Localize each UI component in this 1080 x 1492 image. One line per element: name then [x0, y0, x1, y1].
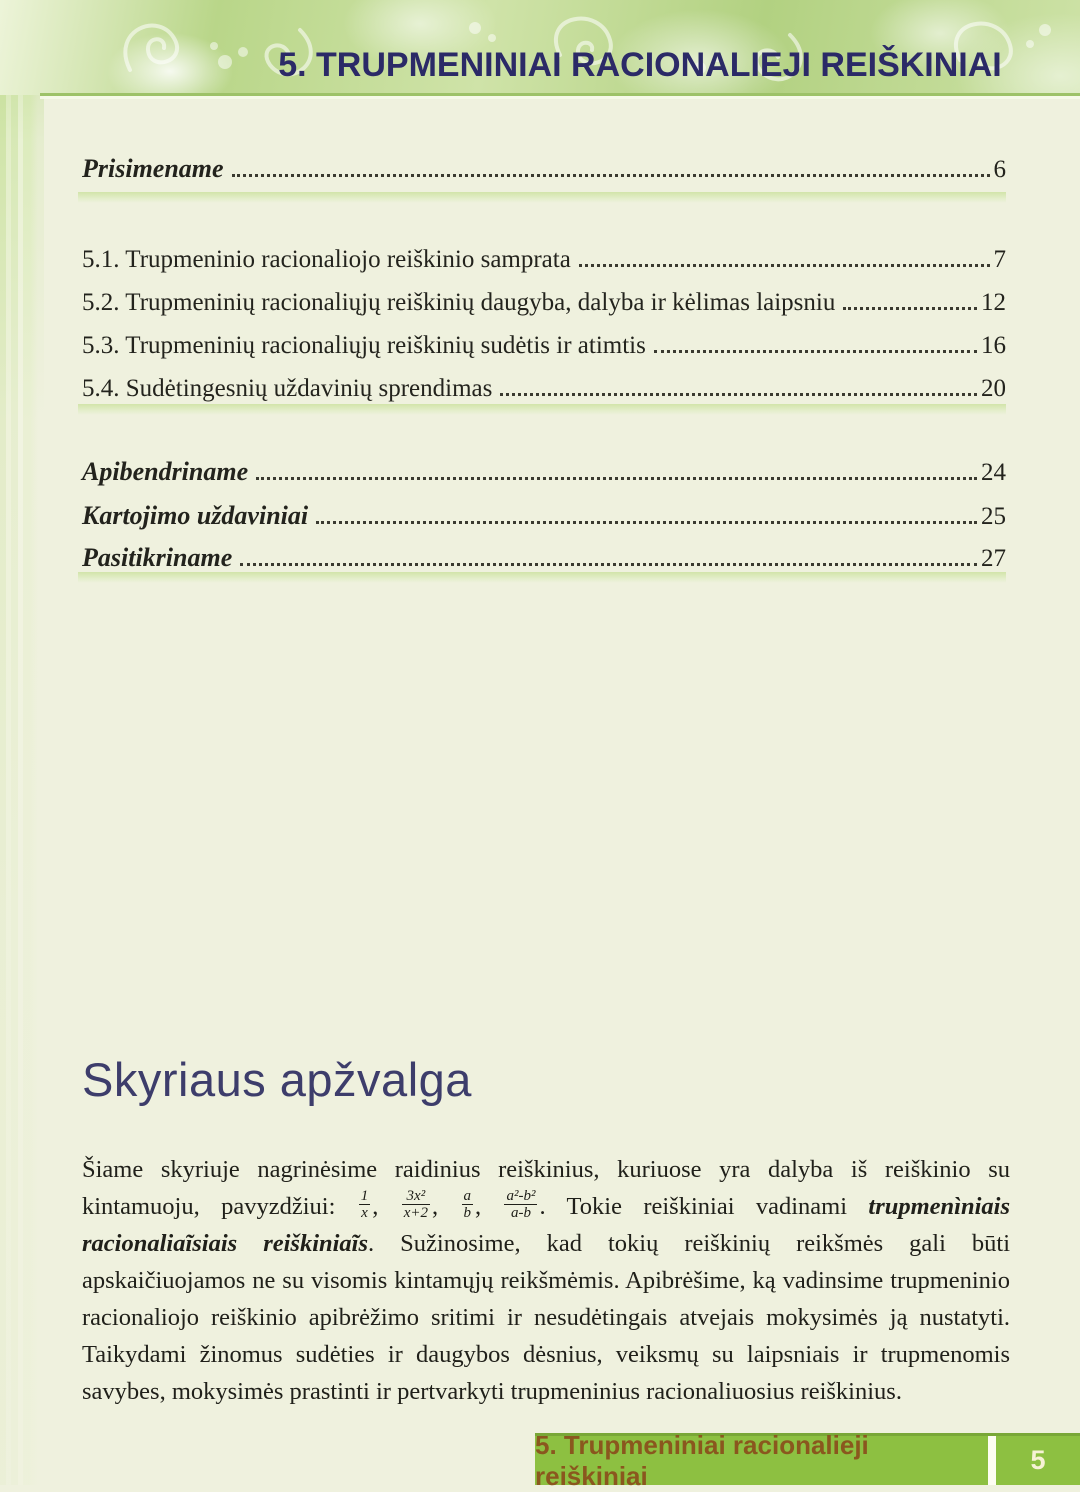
section-heading: Skyriaus apžvalga — [82, 1053, 472, 1106]
toc-entry-5-4 — [82, 372, 1006, 406]
toc-entry-label: Pasitikriname — [82, 543, 233, 572]
dotted-leader — [579, 263, 990, 267]
banner-bottom-rule — [40, 93, 1080, 96]
footer-chapter-label: 5. Trupmeniniai racionalieji reiškiniai — [535, 1429, 869, 1491]
dotted-leader — [232, 173, 990, 177]
toc-entry-label: Apibendriname — [82, 457, 249, 486]
toc-page-number: 16 — [981, 332, 1006, 359]
toc-entry-label: Kartojimo uždaviniai — [82, 501, 309, 530]
overview-body: . Sužinosime, kad tokių reiškinių reikšmės gali būti apskaičiuojamos ne su visomis kintamųjų reikšmėmis. Apibrėšime, ką vadinsime trupmeninio racionaliojo reiškinio apibrėžimo sritimi ir nesudėtingais atvejais mokysimės ją nustatyti. Taikydami žinomus sudėties ir daugybos dėsnius, veiksmų su laipsniais ir trupmenomis savybes, mokysimės prastinti ir pertvarkyti trupmeninius racionaliuosius reiškinius. — [82, 1229, 1011, 1405]
dotted-leader — [240, 562, 977, 566]
chapter-title: 5. TRUPMENINIAI RACIONALIEJI REIŠKINIAI — [278, 46, 1002, 84]
fraction-separator: , — [372, 1192, 400, 1220]
toc-page-number: 20 — [981, 375, 1006, 402]
toc-entry-label: 5.2. Trupmeninių racionaliųjų reiškinių daugyba, dalyba ir kėlimas laipsniu — [82, 289, 836, 316]
section-divider-bar — [78, 572, 1006, 583]
toc-page-number: 12 — [981, 289, 1006, 316]
toc-entry-5-3 — [82, 329, 1006, 363]
footer-bar — [535, 1429, 1080, 1491]
dotted-leader — [256, 476, 977, 480]
fraction-1-over-x: $\frac{1}{x}$ — [360, 1187, 369, 1222]
dotted-leader — [500, 392, 977, 396]
left-margin-stripes — [0, 0, 44, 1485]
dotted-leader — [843, 306, 977, 310]
dotted-leader — [316, 520, 977, 524]
footer-page-number: 5 — [1030, 1445, 1046, 1475]
toc-page-number: 6 — [993, 156, 1006, 183]
toc-entry-label: Prisimename — [82, 154, 224, 183]
toc-page-number: 25 — [981, 503, 1006, 530]
fraction-separator: , — [432, 1192, 460, 1220]
footer-divider — [988, 1436, 996, 1485]
fraction-a-over-b: $\frac{a}{b}$ — [463, 1187, 471, 1222]
dotted-leader — [654, 349, 977, 353]
toc-entry-prisimename — [82, 152, 1006, 187]
overview-after-fractions: Tokie reiškiniai vadinami — [566, 1192, 869, 1220]
overview-intro: Šiame skyriuje nagrinėsime raidinius reiškinius, kuriuose yra dalyba iš reiškinio su kintamuoju, pavyzdžiui: — [82, 1155, 1010, 1220]
toc-entry-5-2 — [82, 286, 1006, 320]
toc-entry-label: 5.1. Trupmeninio racionaliojo reiškinio samprata — [82, 246, 571, 273]
chapter-header-banner — [0, 0, 1080, 95]
fraction-a2-b2-over-a-b: $\frac{\text{a²-b²}}{a-b}$ — [506, 1187, 536, 1222]
fraction-3x2-over-x-plus-2: $\frac{\text{3x²}}{x+2}$ — [403, 1187, 429, 1222]
fraction-separator: . — [539, 1192, 567, 1220]
toc-entry-pasitikriname — [82, 541, 1006, 576]
section-divider-bar — [78, 192, 1006, 203]
overview-paragraph — [82, 1151, 1010, 1410]
toc-entry-label: 5.3. Trupmeninių racionaliųjų reiškinių sudėtis ir atimtis — [82, 332, 646, 359]
toc-page-number: 27 — [981, 545, 1006, 572]
toc-entry-kartojimo-uzdaviniai — [82, 499, 1006, 534]
overview-term: trupmenìniais racionaliaĩsiais reiškiniaĩs — [82, 1192, 1010, 1257]
toc-page-number: 24 — [981, 459, 1006, 486]
toc-page-number: 7 — [993, 246, 1006, 273]
section-divider-bar — [78, 404, 1006, 415]
fraction-separator: , — [475, 1192, 503, 1220]
toc-entry-5-1 — [82, 243, 1006, 277]
toc-entry-apibendriname — [82, 455, 1006, 490]
toc-entry-label: 5.4. Sudėtingesnių uždavinių sprendimas — [82, 375, 493, 402]
